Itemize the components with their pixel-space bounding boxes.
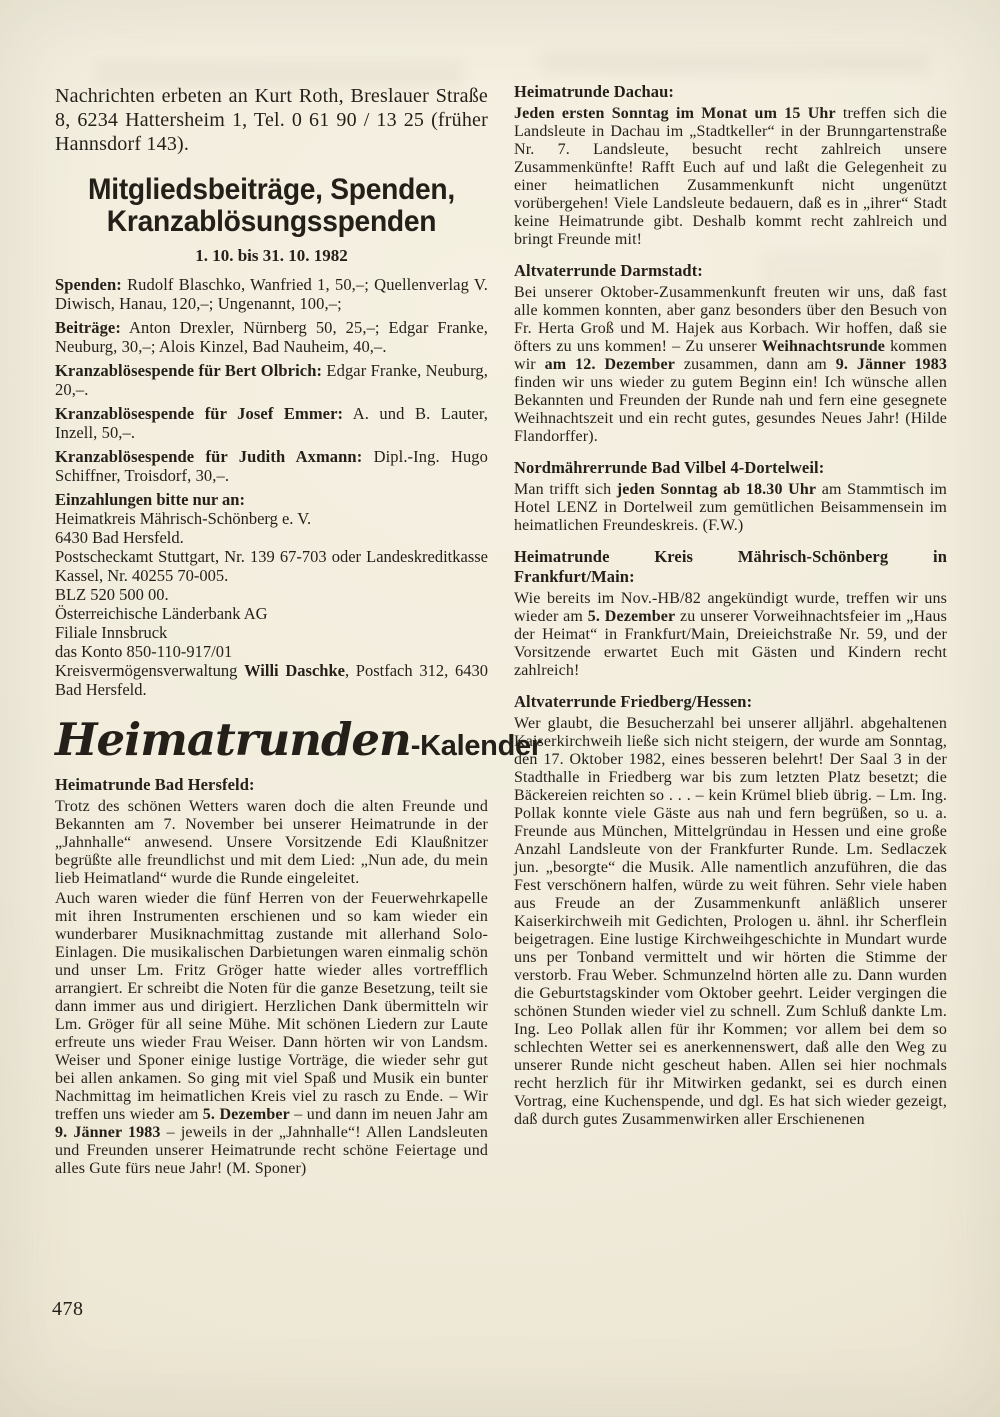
emphasis-run: 5. Dezember xyxy=(587,608,676,625)
emphasis-run: 9. Jänner 1983 xyxy=(55,1124,161,1141)
emphasis-run: Kranzablösespende für Bert Olbrich: xyxy=(55,361,323,380)
text-run: Bei unserer Oktober-Zusammenkunft freuten wir uns, daß fast alle kommen konnten, aber ganz besonders über den Besuch von Fr. Herta Groß und M. Hajek aus Korbach. Wir hoffen, daß sie öfters zu uns kommen! – Zu unserer xyxy=(514,284,947,355)
kalender-title-suffix-text: -Kalender xyxy=(410,730,542,762)
emphasis-run: 9. Jänner 1983 xyxy=(835,356,948,373)
page-number: 478 xyxy=(52,1298,84,1320)
text-run: zu unserer Vorweihnachtsfeier im „Haus der Heimat“ in Frankfurt/Main, Dreieichstraße Nr. 59, und der Vorsitzende erwartet Euch mit Gästen und Kindern recht zahlreich! xyxy=(514,608,947,679)
section-title-line2: Kranzablösungsspenden xyxy=(106,205,437,238)
text-run: Man trifft sich xyxy=(514,481,617,498)
section-heimatrunde-frankfurt xyxy=(514,547,947,680)
payment-line xyxy=(55,547,488,585)
heading-heimatrunde-frankfurt: Heimatrunde Kreis Mährisch-Schönberg in Frankfurt/Main: xyxy=(514,547,947,586)
emphasis-run: 5. Dezember xyxy=(202,1106,290,1123)
text-run: Trotz des schönen Wetters waren doch die alten Freunde und Bekannten am 7. November bei unserer Heimatrunde in der „Jahnhalle“ anwesend. Unsere Vorsitzende Edi Klaußnitzer begrüßte alle freundlichst und mit dem Lied: „Nun ade, du mein lieb Heimatland“ wurde die Runde eingeleitet. xyxy=(55,798,488,887)
emphasis-run: am 12. Dezember xyxy=(544,356,675,373)
date-range-subtitle: 1. 10. bis 31. 10. 1982 xyxy=(195,246,348,265)
section-heimatrunde-dachau xyxy=(514,82,947,249)
payment-line xyxy=(55,604,488,623)
emphasis-run: Spenden: xyxy=(55,275,122,294)
text-run: am Stammtisch im Hotel LENZ in Dortelweil zum gemütlichen Beisammensein im heimatlichen Freundeskreis. (F.W.) xyxy=(514,481,947,534)
section-title-line1: Mitgliedsbeiträge, Spenden, xyxy=(88,173,455,206)
emphasis-run: Weihnachtsrunde xyxy=(761,338,886,355)
text-run: 6430 Bad Hersfeld. xyxy=(55,528,184,547)
text-run: A. und B. Lauter, Inzell, 50,–. xyxy=(55,404,488,442)
text-run: BLZ 520 500 00. xyxy=(55,585,169,604)
section-paragraph xyxy=(514,105,947,249)
text-run: Wer glaubt, die Besucherzahl bei unserer alljährl. abgehaltenen Kaiserkirchweih ließe sich nicht steigern, der wurde am Sonntag, den 17. Oktober 1982, eines besseren belehrt! Der Saal 3 in der Stadthalle in Friedberg war bis zum letzten Platz besetzt; die Bäckereien reichten so . . . – kein Krümel blieb übrig. – Lm. Ing. Pollak konnte viele Gäste aus nah und fern begrüßen, so u. a. Freunde aus München, Mittelgründau in Hessen und eine große Anzahl Landsleute von der Frankfurter Runde. Lm. Sedlaczek jun. „besorgte“ die Musik. Alle namentlich anzuführen, die das Fest verschönern halfen, würde zu weit führen. Sehr viele haben aus Freude an der Zusammenkunft anläßlich unserer Kaiserkirchweih mit Gedichten, Prologen u. ähnl. ihr Scherflein beigetragen. Eine lustige Kirchweihgeschichte in Mundart wurde uns per Tonband vermittelt und wir hörten die Stimme der verstorb. Frau Weber. Schmunzelnd hörten alle zu. Dann wurden die Geburtstagskinder vom Oktober geehrt. Leider vergingen die schönen Stunden wieder viel zu schnell. Zum Schluß dankte Lm. Ing. Leo Pollak allen für ihr Kommen; vor allem bei dem so schlechten Wetter sei es anerkennenswert, daß alle den Weg zu unserer Runde nicht gescheut haben. Allen sei hier nochmals recht herzlich für ihr Mitwirken gedankt, sei es durch einen Vortrag, eine Kuchenspende, und dgl. Es hat sich wieder gezeigt, daß durch gutes Zusammenwirken aller Erschienenen xyxy=(514,715,947,1128)
section-paragraph xyxy=(514,481,947,535)
text-run: Heimatkreis Mährisch-Schönberg e. V. xyxy=(55,509,312,528)
emphasis-run: jeden Sonntag ab 18.30 Uhr xyxy=(616,481,817,498)
payment-line xyxy=(55,585,488,604)
text-run: – jeweils in der „Jahnhalle“! Allen Landsleuten und Freunden unserer Heimatrunde recht schöne Feiertage und alles Gute fürs neue Jahr! (M. Sponer) xyxy=(55,1124,488,1177)
section-paragraph xyxy=(514,284,947,446)
text-run: Dipl.-Ing. Hugo Schiffner, Troisdorf, 30,–. xyxy=(55,447,489,485)
text-run: finden wir uns wieder zu gutem Beginn ein! Ich wünsche allen Bekannten und Freunden der Runde nah und fern eine gesegnete Weihnachtszeit und ein recht gutes, gesundes Neues Jahr! (Hilde Flandorffer). xyxy=(514,374,947,445)
left-column xyxy=(55,84,542,1180)
text-run: – und dann im neuen Jahr am xyxy=(289,1106,488,1123)
heading-altvaterrunde-darmstadt: Altvaterrunde Darmstadt: xyxy=(514,261,703,280)
heading-nordmaehrerrunde-bad-vilbel: Nordmährerrunde Bad Vilbel 4-Dortelweil: xyxy=(514,458,825,477)
hersfeld-paragraph xyxy=(55,798,488,888)
payment-heading: Einzahlungen bitte nur an: xyxy=(55,490,245,509)
payment-line xyxy=(55,528,488,547)
emphasis-run: Beiträge: xyxy=(55,318,121,337)
payment-line xyxy=(55,661,488,699)
payment-line xyxy=(55,509,488,528)
text-run: Rudolf Blaschko, Wanfried 1, 50,–; Quellenverlag V. Diwisch, Hanau, 120,–; Ungenannt, 100,–; xyxy=(55,275,488,313)
heading-heimatrunde-bad-hersfeld: Heimatrunde Bad Hersfeld: xyxy=(55,775,255,794)
text-run: Postscheckamt Stuttgart, Nr. 139 67-703 oder Landeskreditkasse Kassel, Nr. 40255 70-005. xyxy=(55,547,488,585)
section-paragraph xyxy=(514,590,947,680)
wreath-donation-axmann xyxy=(55,447,488,485)
payment-line xyxy=(55,642,488,661)
heimatrunden-kalender-title xyxy=(55,713,542,766)
section-altvaterrunde-darmstadt xyxy=(514,261,947,446)
text-run: , Postfach 312, 6430 Bad Hersfeld. xyxy=(55,661,488,699)
text-run: treffen sich die Landsleute in Dachau im „Stadtkeller“ in der Brunngartenstraße Nr. 7. Landsleute, besucht recht zahlreich unsere Zusammenkünfte! Rafft Euch auf und laßt die Gelegenheit zu einer heimatlichen Zusammenkunft nicht ungenützt vorübergehen! Viele Landsleute bedauern, daß es in „ihrer“ Stadt keine Heimatrunde gibt. Deshalb kommt recht zahlreich und bringt Freunde mit! xyxy=(514,105,947,248)
wreath-donation-emmer xyxy=(55,404,488,442)
emphasis-run: Kranzablösespende für Judith Axmann: xyxy=(55,447,363,466)
membership-fees-entry xyxy=(55,318,488,356)
heading-heimatrunde-dachau: Heimatrunde Dachau: xyxy=(514,82,675,101)
emphasis-run: Jeden ersten Sonntag im Monat um 15 Uhr xyxy=(514,105,836,122)
payment-line xyxy=(55,623,488,642)
text-run: Anton Drexler, Nürnberg 50, 25,–; Edgar Franke, Neuburg, 30,–; Alois Kinzel, Bad Nauheim, 40,–. xyxy=(55,318,488,356)
section-title xyxy=(68,174,475,238)
text-run: das Konto 850-110-917/01 xyxy=(55,642,233,661)
contact-note: Nachrichten erbeten an Kurt Roth, Breslauer Straße 8, 6234 Hattersheim 1, Tel. 0 61 90 / 13 25 (früher Hannsdorf 143). xyxy=(55,85,488,155)
text-run: Edgar Franke, Neuburg, 20,–. xyxy=(55,361,488,399)
section-paragraph xyxy=(514,715,947,1129)
text-run: kommen wir xyxy=(514,338,948,373)
text-run: zusammen, dann am xyxy=(674,356,836,373)
donations-entry xyxy=(55,275,488,313)
text-run: Kreisvermögensverwaltung xyxy=(55,661,245,680)
wreath-donation-olbrich xyxy=(55,361,488,399)
heading-altvaterrunde-friedberg: Altvaterrunde Friedberg/Hessen: xyxy=(514,692,753,711)
text-run: Auch waren wieder die fünf Herren von der Feuerwehrkapelle mit ihren Instrumenten erschienen und so kam wieder ein wunderbarer Musiknachmittag zustande mit allerhand Solo-Einlagen. Die musikalischen Darbietungen waren einmalig schön und unser Lm. Fritz Gröger hatte wieder alles vortrefflich arrangiert. Er schreibt die Noten für die ganze Besetzung, teilt sie dann immer aus und dirigiert. Herzlichen Dank übermitteln wir Lm. Gröger für all seine Mühe. Mit schönen Liedern zur Laute erfreute uns wieder Frau Weiser. Dann hörten wir von Landsm. Weiser und Sponer einige lustige Vorträge, die wieder sehr gut bei allen ankamen. So ging mit viel Spaß und Musik ein bunter Nachmittag im heimatlichen Kreis viel zu rasch zu Ende. – Wir treffen uns wieder am xyxy=(55,890,488,1123)
right-column xyxy=(514,82,947,1131)
kalender-title-script-text: Heimatrunden xyxy=(55,713,411,766)
emphasis-run: Willi Daschke xyxy=(244,661,345,680)
payment-info-block xyxy=(55,490,488,699)
text-run: Wie bereits im Nov.-HB/82 angekündigt wurde, treffen wir uns wieder am xyxy=(514,590,947,625)
print-bleedthrough-smudge xyxy=(540,52,930,74)
section-nordmaehrerrunde-bad-vilbel xyxy=(514,458,947,535)
text-run: Filiale Innsbruck xyxy=(55,623,168,642)
emphasis-run: Kranzablösespende für Josef Emmer: xyxy=(55,404,344,423)
section-altvaterrunde-friedberg xyxy=(514,692,947,1129)
text-run: Österreichische Länderbank AG xyxy=(55,604,268,623)
hersfeld-paragraph xyxy=(55,890,488,1178)
